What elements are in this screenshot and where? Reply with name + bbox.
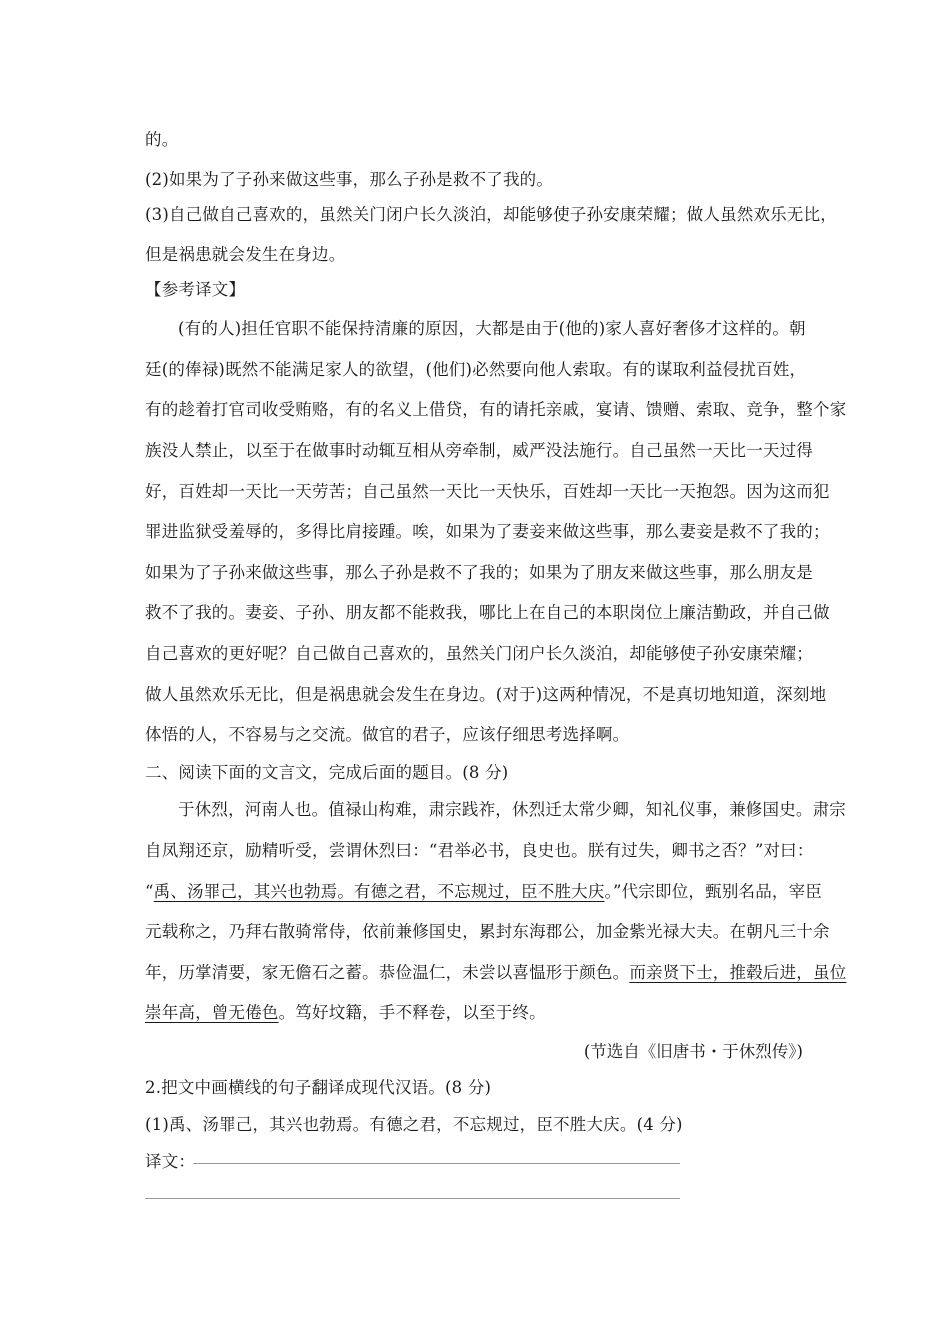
passage-line — [145, 999, 546, 1023]
underlined-sentence-1: 禹、汤罪己，其兴也勃焉。有德之君，不忘规过，臣不胜大庆 — [153, 882, 605, 901]
answer-line-1[interactable] — [193, 1163, 680, 1164]
translation-line: 族没人禁止，以至于在做事时动辄互相从旁牵制，威严没法施行。自己虽然一天比一天过得 — [145, 441, 813, 460]
answer-label: 译文： — [145, 1152, 196, 1171]
translation-line: 罪进监狱受羞辱的，多得比肩接踵。唉，如果为了妻妾来做这些事，那么妻妾是救不了我的； — [145, 522, 830, 541]
underlined-sentence-2: 而亲贤下士，推毂后进，虽位 — [629, 963, 847, 982]
passage-text: 年，历掌清要，家无儋石之蓄。恭俭温仁，未尝以喜愠形于颜色。 — [145, 963, 630, 982]
answer-3-line2: 但是祸患就会发生在身边。 — [145, 245, 346, 264]
answer-3-line1: (3)自己做自己喜欢的，虽然关门闭户长久淡泊，却能够使子孙安康荣耀；做人虽然欢乐无比， — [145, 205, 837, 224]
passage-source: (节选自《旧唐书・于休烈传》) — [583, 1042, 803, 1061]
passage-line — [145, 959, 846, 983]
translation-line: 有的趁着打官司收受贿赂，有的名义上借贷，有的请托亲戚，宴请、馈赠、索取、竞争，整个家 — [145, 400, 847, 419]
translation-line: 廷(的俸禄)既然不能满足家人的欲望，(他们)必然要向他人索取。有的谋取利益侵扰百姓， — [145, 360, 807, 379]
translation-line: (有的人)担任官职不能保持清廉的原因，大都是由于(他的)家人喜好奢侈才这样的。朝 — [178, 319, 806, 338]
answer-2: (2)如果为了子孙来做这些事，那么子孙是救不了我的。 — [145, 170, 554, 189]
prev-text-line: 的。 — [145, 130, 179, 149]
translation-line: 如果为了子孙来做这些事，那么子孙是救不了我的；如果为了朋友来做这些事，那么朋友是 — [145, 563, 813, 582]
reference-translation-heading: 【参考译文】 — [145, 280, 246, 299]
question-2-item-1: (1)禹、汤罪己，其兴也勃焉。有德之君，不忘规过，臣不胜大庆。(4 分) — [145, 1115, 683, 1134]
passage-text: 。笃好坟籍，手不释卷，以至于终。 — [278, 1003, 546, 1022]
passage-text: 。”代宗即位，甄别名品，宰臣 — [604, 882, 823, 901]
translation-line: 体悟的人，不容易与之交流。做官的君子，应该仔细思考选择啊。 — [145, 725, 630, 744]
passage-text: “ — [145, 882, 154, 901]
passage-line — [145, 878, 822, 902]
passage-line: 自凤翔还京，励精听受，尝谓休烈曰：“君举必书，良史也。朕有过失，卿书之否？”对曰： — [145, 841, 814, 860]
question-2-title: 2.把文中画横线的句子翻译成现代汉语。(8 分) — [145, 1078, 492, 1097]
answer-line-2[interactable] — [145, 1198, 680, 1199]
translation-line: 自己喜欢的更好呢？自己做自己喜欢的，虽然关门闭户长久淡泊，却能够使子孙安康荣耀； — [145, 644, 813, 663]
translation-line: 做人虽然欢乐无比，但是祸患就会发生在身边。(对于)这两种情况，不是真切地知道，深刻地 — [145, 685, 827, 704]
translation-line: 救不了我的。妻妾、子孙、朋友都不能救我，哪比上在自己的本职岗位上廉洁勤政，并自己做 — [145, 603, 830, 622]
section-2-heading: 二、阅读下面的文言文，完成后面的题目。(8 分) — [145, 763, 509, 782]
underlined-sentence-2-cont: 崇年高，曾无倦色 — [145, 1003, 279, 1022]
passage-line: 元载称之，乃拜右散骑常侍，依前兼修国史，累封东海郡公，加金紫光禄大夫。在朝凡三十余 — [145, 922, 830, 941]
passage-line: 于休烈，河南人也。值禄山构难，肃宗践祚，休烈迁太常少卿，知礼仪事，兼修国史。肃宗 — [178, 800, 846, 819]
translation-line: 好，百姓却一天比一天劳苦；自己虽然一天比一天快乐，百姓却一天比一天抱怨。因为这而犯 — [145, 482, 830, 501]
